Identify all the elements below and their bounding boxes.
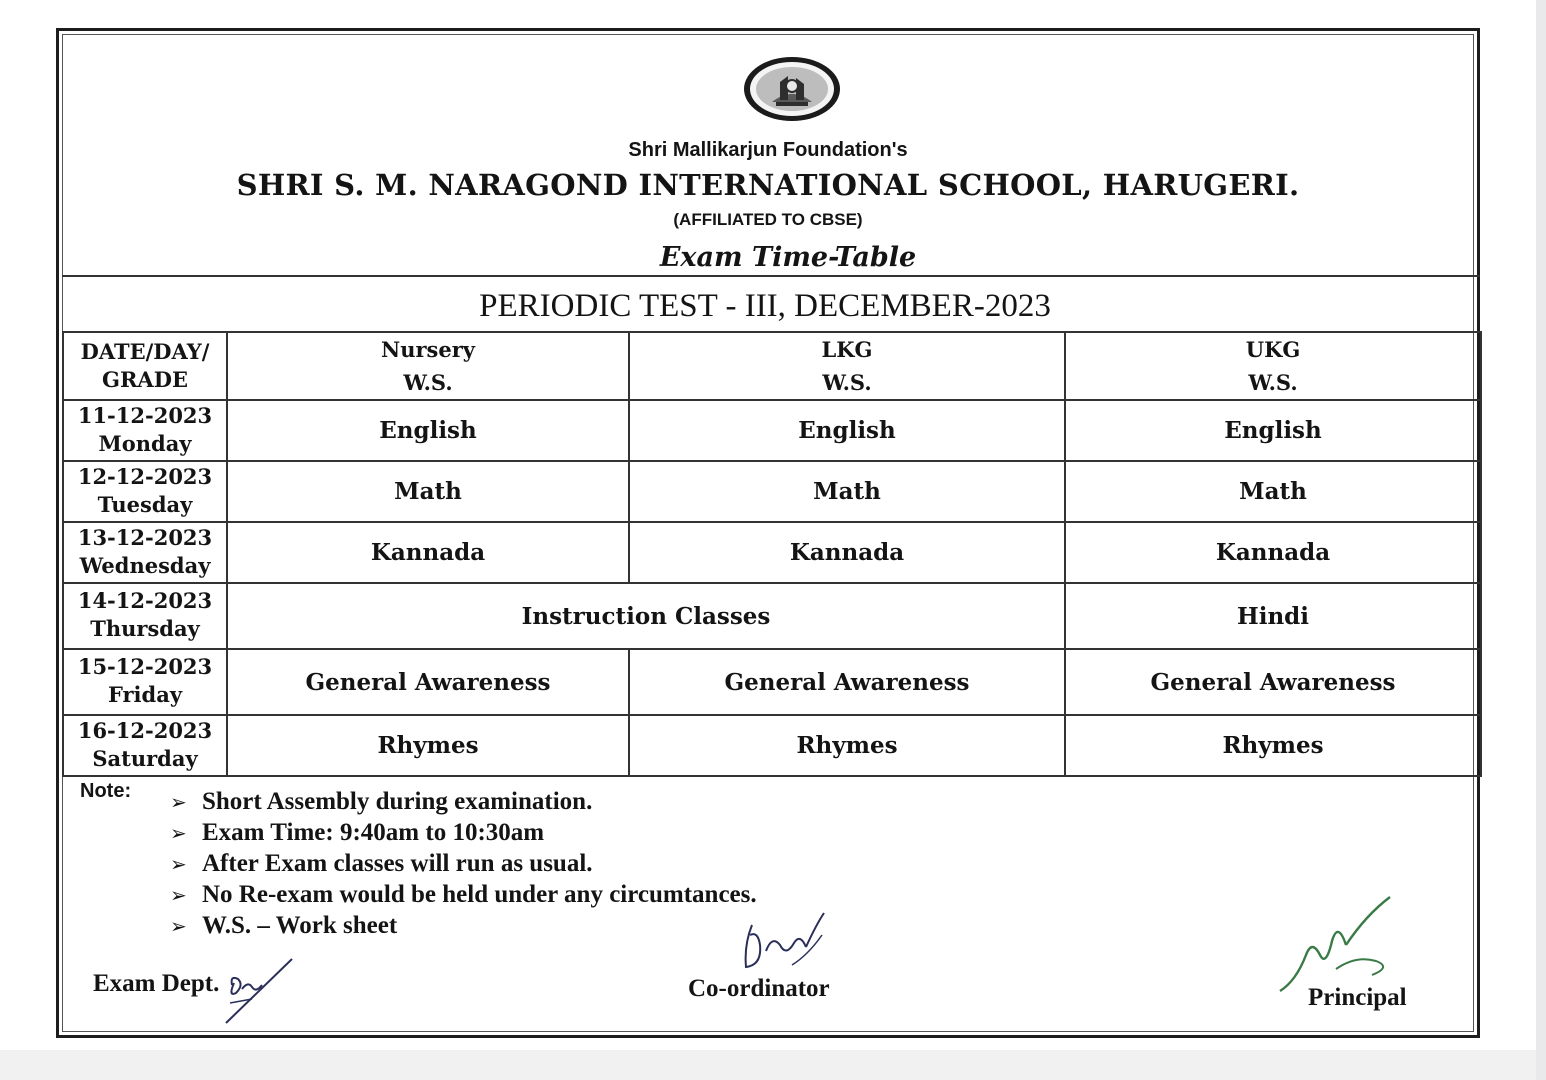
subject-cell: Kannada (1065, 522, 1481, 583)
arrow-bullet-icon: ➢ (170, 821, 187, 845)
principal-signature-icon (1276, 895, 1402, 999)
date: 16-12-2023 (77, 717, 213, 743)
date: 15-12-2023 (77, 654, 213, 679)
exam-dept-label: Exam Dept. (93, 970, 220, 997)
grade-type: W.S. (822, 370, 872, 395)
table-row (63, 400, 1481, 461)
date-cell (63, 400, 227, 461)
corner-header (63, 332, 227, 400)
subject-cell: Math (1065, 461, 1481, 522)
grade-type: W.S. (403, 370, 453, 395)
exam-timetable (62, 331, 1482, 777)
date-cell (63, 461, 227, 522)
table-header-row (63, 332, 1481, 400)
day: Monday (98, 430, 192, 456)
grade-header-lkg (629, 332, 1065, 400)
table-row (63, 715, 1481, 776)
table-row (63, 461, 1481, 522)
table-row (63, 522, 1481, 583)
subject-cell: General Awareness (629, 649, 1065, 715)
corner-label-line1: DATE/DAY/ (80, 339, 210, 364)
day: Wednesday (79, 552, 211, 578)
arrow-bullet-icon: ➢ (170, 852, 187, 876)
principal-label: Principal (1308, 984, 1407, 1011)
subject-cell: Kannada (629, 522, 1065, 583)
subject-cell: Rhymes (1065, 715, 1481, 776)
affiliation-text: (AFFILIATED TO CBSE) (673, 210, 863, 229)
test-title: PERIODIC TEST - III, DECEMBER-2023 (479, 288, 1051, 324)
merged-subject-cell: Instruction Classes (227, 583, 1065, 649)
note-item (170, 879, 757, 910)
coordinator-label: Co-ordinator (688, 975, 830, 1002)
table-row (63, 583, 1481, 649)
subject-cell: General Awareness (1065, 649, 1481, 715)
document-title: Exam Time-Table (659, 242, 917, 273)
date: 14-12-2023 (77, 588, 213, 613)
foundation-name: Shri Mallikarjun Foundation's (628, 139, 908, 161)
note-text: W.S. – Work sheet (202, 912, 398, 939)
table-row (63, 649, 1481, 715)
note-text: Exam Time: 9:40am to 10:30am (202, 819, 545, 846)
grade-name: Nursery (381, 337, 475, 362)
subject-cell: Rhymes (227, 715, 629, 776)
date-cell (63, 583, 227, 649)
arrow-bullet-icon: ➢ (170, 790, 187, 814)
day: Thursday (90, 616, 200, 641)
page-edge (1536, 0, 1546, 1080)
date: 12-12-2023 (77, 463, 213, 489)
arrow-bullet-icon: ➢ (170, 883, 187, 907)
coordinator-signature-icon (732, 905, 836, 977)
note-item (170, 817, 757, 848)
note-item (170, 910, 757, 941)
date-cell (63, 649, 227, 715)
grade-header-ukg (1065, 332, 1481, 400)
school-logo-icon (742, 56, 842, 122)
note-label: Note: (80, 780, 132, 802)
note-list (170, 786, 757, 941)
header-divider (62, 275, 1480, 277)
grade-header-nursery (227, 332, 629, 400)
date: 13-12-2023 (77, 524, 213, 550)
day: Tuesday (97, 491, 193, 517)
corner-label-line2: GRADE (102, 367, 188, 392)
note-item (170, 786, 757, 817)
subject-cell: Kannada (227, 522, 629, 583)
subject-cell: Rhymes (629, 715, 1065, 776)
subject-cell: Math (629, 461, 1065, 522)
grade-name: LKG (821, 337, 873, 362)
subject-cell: General Awareness (227, 649, 629, 715)
note-text: After Exam classes will run as usual. (202, 850, 593, 877)
date: 11-12-2023 (77, 402, 213, 428)
subject-cell: English (629, 400, 1065, 461)
arrow-bullet-icon: ➢ (170, 914, 187, 938)
date-cell (63, 715, 227, 776)
note-text: Short Assembly during examination. (202, 788, 593, 815)
date-cell (63, 522, 227, 583)
grade-name: UKG (1245, 337, 1301, 362)
subject-cell: Math (227, 461, 629, 522)
day: Saturday (92, 745, 198, 771)
day: Friday (107, 682, 183, 707)
school-name: SHRI S. M. NARAGOND INTERNATIONAL SCHOOL, HARUGERI. (236, 168, 1300, 202)
subject-cell: Hindi (1065, 583, 1481, 649)
note-text: No Re-exam would be held under any circumtances. (202, 881, 757, 908)
grade-type: W.S. (1248, 370, 1298, 395)
subject-cell: English (1065, 400, 1481, 461)
note-item (170, 848, 757, 879)
subject-cell: English (227, 400, 629, 461)
exam-dept-signature-icon (222, 955, 300, 1027)
